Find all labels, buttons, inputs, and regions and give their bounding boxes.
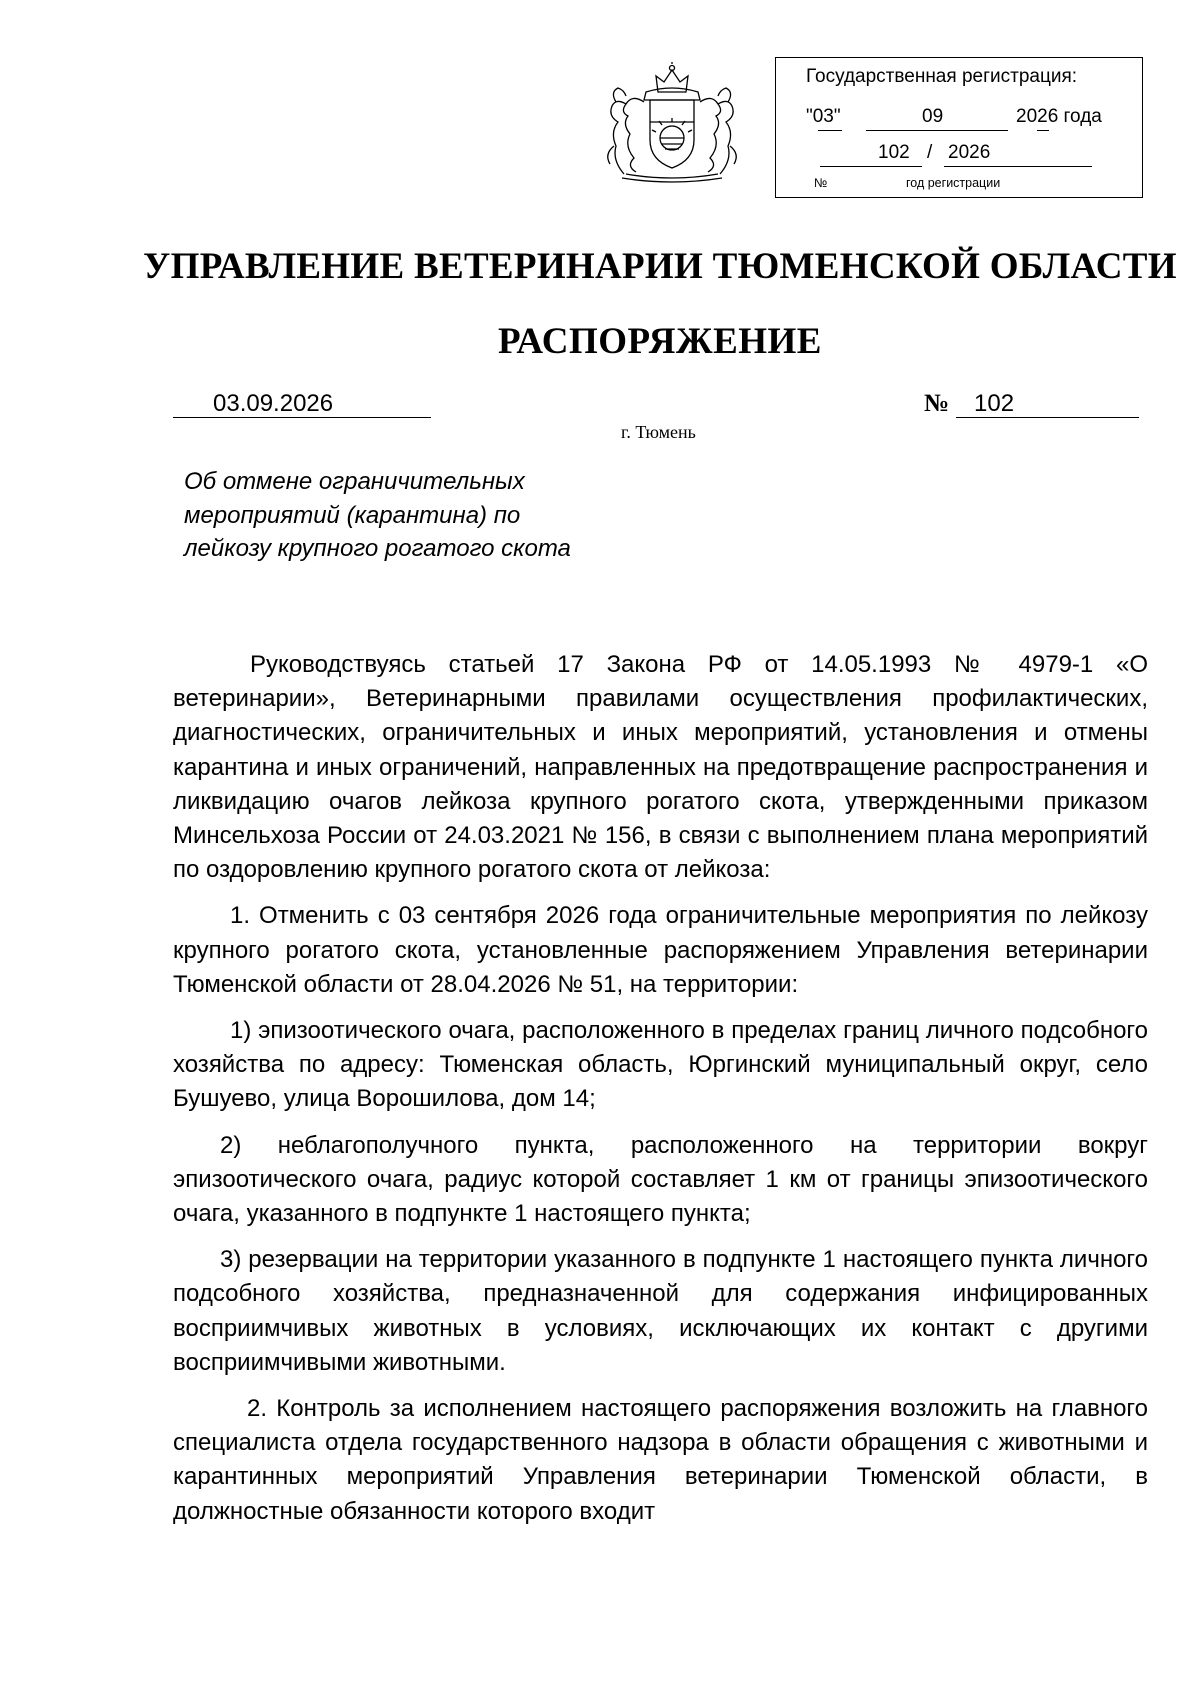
registration-slash: / [927, 142, 933, 163]
year-caption: год регистрации [906, 176, 1001, 190]
document-subject [184, 465, 644, 566]
subject-line: лейкозу крупного рогатого скота [184, 535, 571, 562]
body-paragraph-item-1: 1. Отменить с 03 сентября 2026 года ограничительные мероприятия по лейкозу крупного рогатого скота, установленные распоряжением Управления ветеринарии Тюменской области от 28.04.2026 № 51, на территории: [173, 902, 1148, 998]
document-type-title: РАСПОРЯЖЕНИЕ [497, 321, 822, 362]
number-caption: № [814, 176, 828, 190]
city-label: г. Тюмень [621, 422, 696, 442]
day-underline [818, 130, 842, 131]
number-underline [956, 417, 1139, 418]
date-underline [173, 417, 431, 418]
body-paragraph-preamble: Руководствуясь статьей 17 Закона РФ от 14.05.1993 № 4979-1 «О ветеринарии», Ветеринарными правилами осуществления профилактических, диагностических, ограничительных и иных мероприятий, установления и отмены карантина и иных ограничений, направленных на предотвращение распространения и ликвидацию очагов лейкоза крупного рогатого скота, утвержденными приказом Минсельхоза России от 24.03.2021 № 156, в связи с выполнением плана мероприятий по оздоровлению крупного рогатого скота от лейкоза: [173, 651, 1148, 884]
registration-year: 2026 года [1016, 106, 1102, 127]
body-paragraph-subitem-3: 3) резервации на территории указанного в подпункте 1 настоящего пункта личного подсобного хозяйства, предназначенной для содержания инфицированных восприимчивых животных в условиях, исключающих их контакт с другими восприимчивыми животными. [173, 1246, 1148, 1376]
registration-month: 09 [922, 106, 944, 127]
coat-of-arms-emblem [596, 62, 748, 190]
reg-year-underline [944, 166, 1092, 167]
registration-number: 102 [878, 142, 910, 163]
year-underline [1037, 130, 1049, 131]
registration-reg-year: 2026 [948, 142, 991, 163]
registration-stamp [775, 57, 1143, 198]
subject-line: Об отмене ограничительных [184, 468, 525, 495]
subject-line: мероприятий (карантина) по [184, 501, 521, 529]
document-number: 102 [974, 390, 1015, 417]
number-underline [820, 166, 922, 167]
registration-title: Государственная регистрация: [806, 66, 1078, 87]
body-paragraph-subitem-2: 2) неблагополучного пункта, расположенного на территории вокруг эпизоотического очага, радиус которой составляет 1 км от границы эпизоотического очага, указанного в подпункте 1 настоящего пункта; [173, 1131, 1148, 1228]
document-body [173, 648, 1148, 1541]
organization-title: УПРАВЛЕНИЕ ВЕТЕРИНАРИИ ТЮМЕНСКОЙ ОБЛАСТИ [143, 246, 1177, 287]
body-paragraph-item-2: 2. Контроль за исполнением настоящего распоряжения возложить на главного специалиста отдела государственного надзора в области обращения с животными и карантинных мероприятий Управления ветеринарии Тюменской области, в должностные обязанности которого входит [173, 1395, 1148, 1525]
body-paragraph-subitem-1: 1) эпизоотического очага, расположенного в пределах границ личного подсобного хозяйства по адресу: Тюменская область, Юргинский муниципальный округ, село Бушуево, улица Ворошилова, дом 14; [173, 1017, 1148, 1113]
registration-day: "03" [806, 106, 841, 127]
number-sign: № [924, 390, 950, 417]
document-date: 03.09.2026 [213, 390, 334, 417]
month-underline [866, 130, 1008, 131]
